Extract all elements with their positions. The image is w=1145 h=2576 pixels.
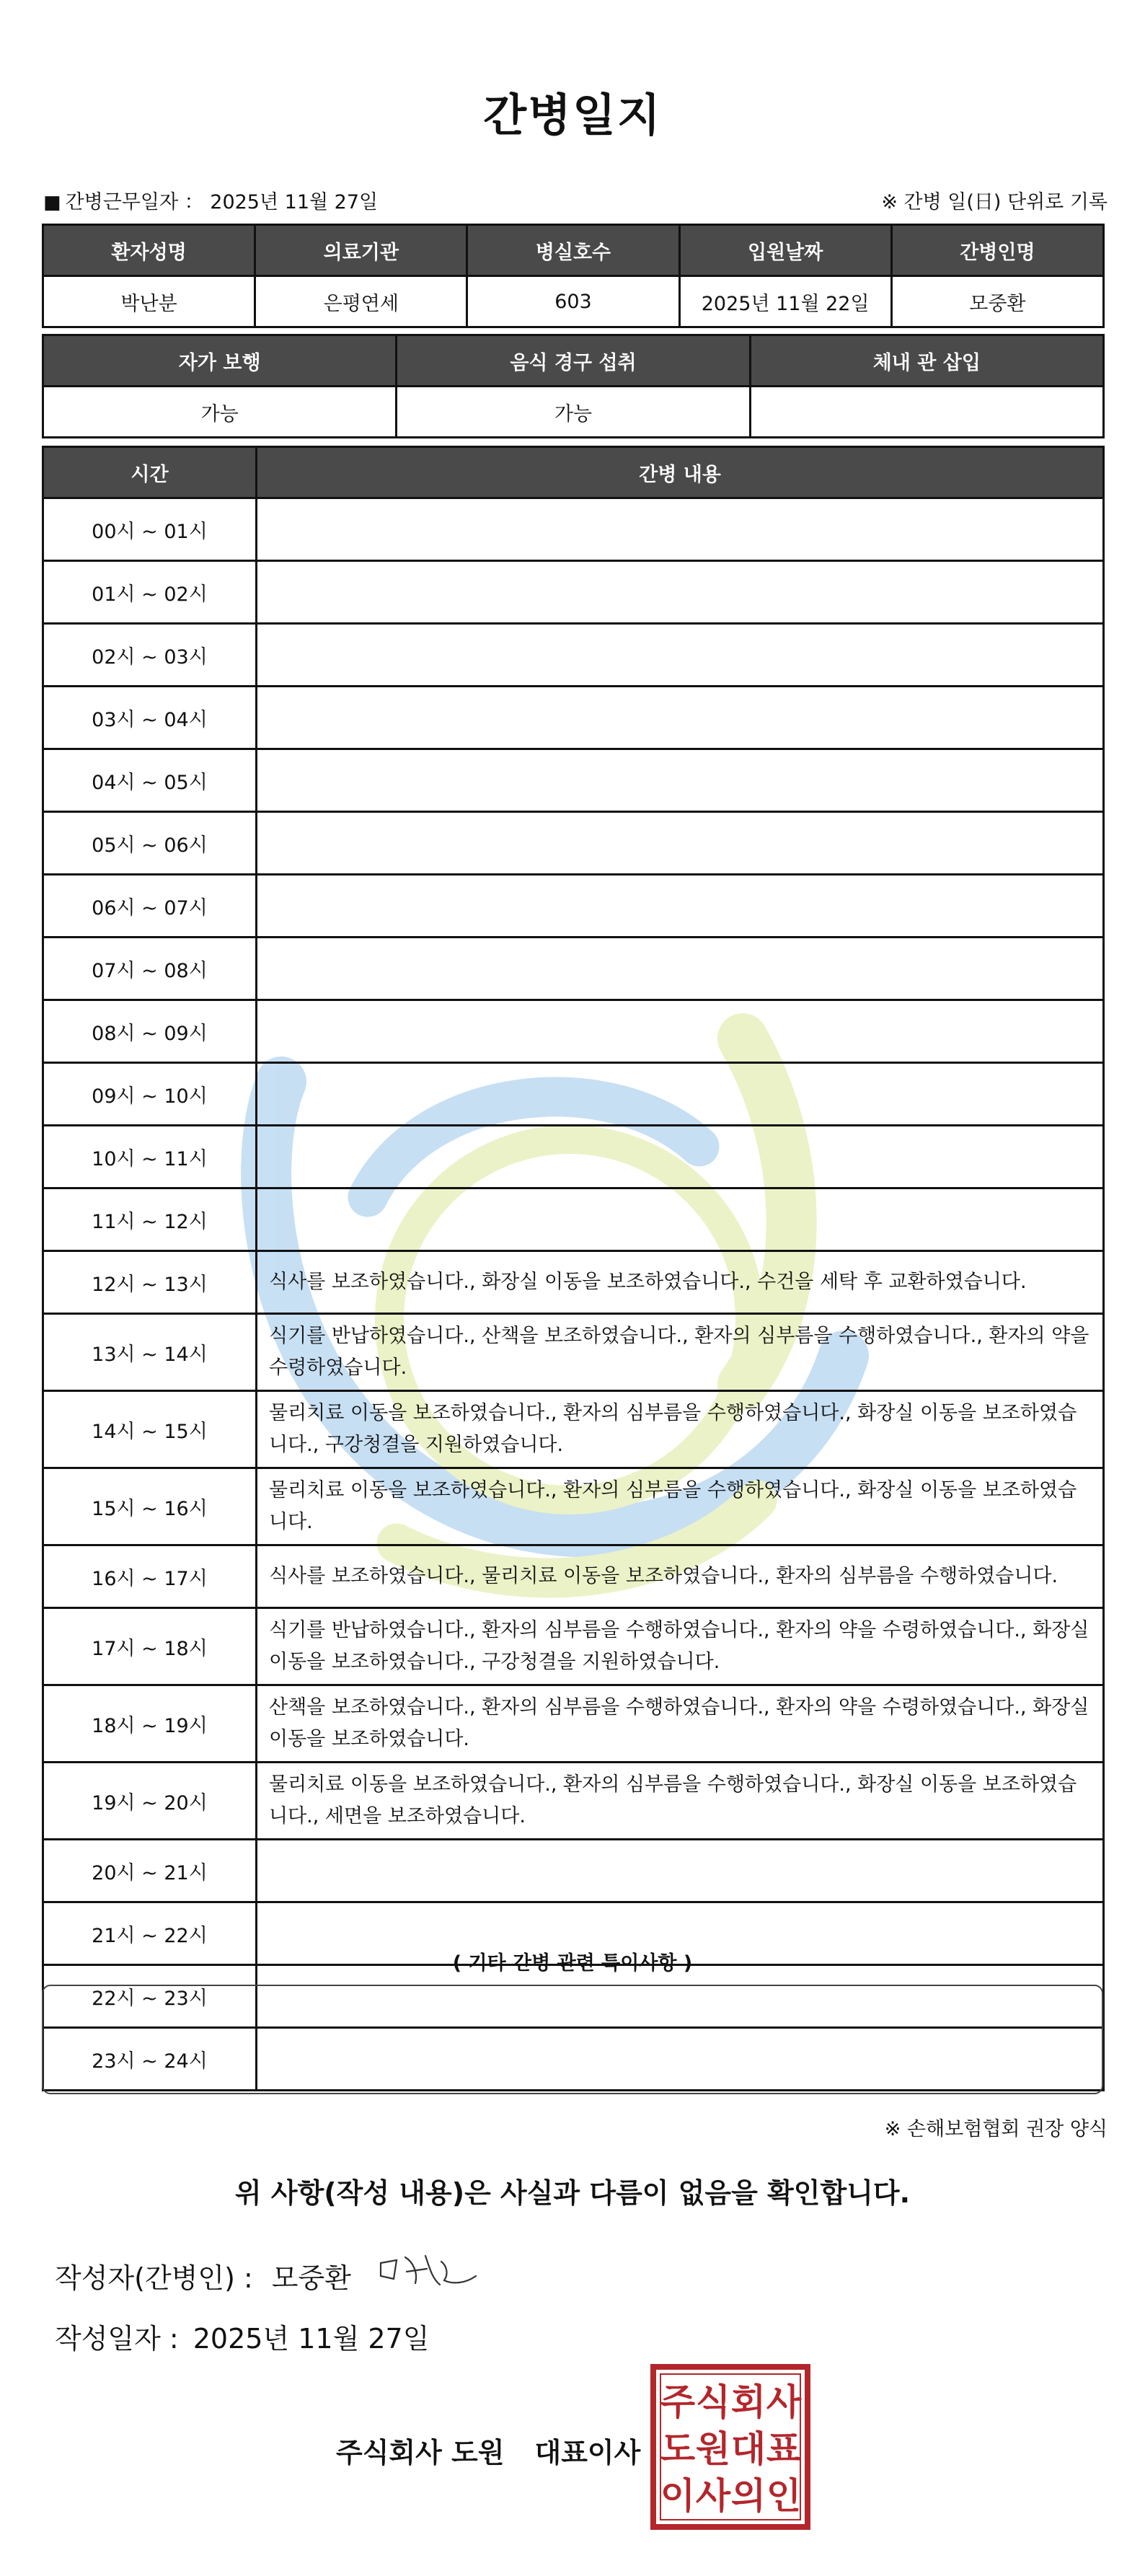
header-patient-name: 환자성명 bbox=[43, 225, 255, 276]
time-slot: 19시 ~ 20시 bbox=[43, 1763, 257, 1840]
svg-text:의: 의 bbox=[730, 2475, 766, 2517]
work-date-separator: ： bbox=[184, 191, 204, 213]
patient-status-header-row bbox=[43, 335, 1104, 387]
oral-intake-value: 가능 bbox=[397, 387, 750, 438]
care-content: 물리치료 이동을 보조하였습니다., 환자의 심부름을 수행하였습니다., 화장실 이동을 보조하였습니다. bbox=[257, 1468, 1104, 1545]
time-slot: 01시 ~ 02시 bbox=[43, 561, 257, 624]
writer-line bbox=[55, 2256, 351, 2295]
table-row bbox=[43, 1468, 1104, 1545]
time-slot: 11시 ~ 12시 bbox=[43, 1188, 257, 1251]
writer-name: 모중환 bbox=[271, 2262, 351, 2294]
svg-text:이: 이 bbox=[660, 2475, 696, 2517]
header-hospital: 의료기관 bbox=[255, 225, 467, 276]
representative-title: 대표이사 bbox=[534, 2437, 641, 2469]
square-bullet-icon: ■ bbox=[43, 192, 61, 213]
time-slot: 06시 ~ 07시 bbox=[43, 875, 257, 938]
care-content bbox=[257, 1000, 1104, 1063]
care-content: 물리치료 이동을 보조하였습니다., 환자의 심부름을 수행하였습니다., 화장실 이동을 보조하였습니다., 세면을 보조하였습니다. bbox=[257, 1763, 1104, 1840]
time-slot: 02시 ~ 03시 bbox=[43, 624, 257, 687]
table-row bbox=[43, 1251, 1104, 1314]
svg-text:식: 식 bbox=[695, 2381, 731, 2423]
form-recommendation-note: ※ 손해보험협회 권장 양식 bbox=[884, 2118, 1108, 2140]
header-care-content: 간병 내용 bbox=[257, 447, 1104, 498]
table-row bbox=[43, 1391, 1104, 1468]
hospital-name: 은평연세 bbox=[255, 276, 467, 327]
care-content: 식기를 반납하였습니다., 산책을 보조하였습니다., 환자의 심부름을 수행하였습니다., 환자의 약을 수령하였습니다. bbox=[257, 1314, 1104, 1391]
writer-label: 작성자(간병인) : bbox=[55, 2262, 253, 2294]
care-content: 물리치료 이동을 보조하였습니다., 환자의 심부름을 수행하였습니다., 화장실 이동을 보조하였습니다., 구강청결을 지원하였습니다. bbox=[257, 1391, 1104, 1468]
page-title: 간병일지 bbox=[483, 89, 662, 141]
time-slot: 20시 ~ 21시 bbox=[43, 1840, 257, 1902]
table-row bbox=[43, 1126, 1104, 1188]
care-content bbox=[257, 875, 1104, 938]
svg-text:원: 원 bbox=[695, 2428, 731, 2470]
time-slot: 17시 ~ 18시 bbox=[43, 1608, 257, 1685]
table-row bbox=[43, 1545, 1104, 1608]
company-line bbox=[336, 2430, 640, 2470]
written-date-label: 작성일자 : bbox=[55, 2323, 179, 2355]
table-row bbox=[43, 1063, 1104, 1126]
work-date-line bbox=[43, 186, 378, 214]
notes-title: ( 기타 간병 관련 특이사항 ) bbox=[452, 1952, 693, 1975]
care-content: 식사를 보조하였습니다., 화장실 이동을 보조하였습니다., 수건을 세탁 후 교환하였습니다. bbox=[257, 1251, 1104, 1314]
care-content bbox=[257, 1188, 1104, 1251]
time-slot: 23시 ~ 24시 bbox=[43, 2028, 257, 2091]
company-name: 주식회사 도원 bbox=[336, 2437, 505, 2469]
written-date-line bbox=[55, 2316, 429, 2356]
care-content bbox=[257, 1840, 1104, 1902]
time-slot: 14시 ~ 15시 bbox=[43, 1391, 257, 1468]
tube-insertion-value bbox=[750, 387, 1103, 438]
care-content bbox=[257, 749, 1104, 812]
time-slot: 15시 ~ 16시 bbox=[43, 1468, 257, 1545]
time-slot: 16시 ~ 17시 bbox=[43, 1545, 257, 1608]
patient-info-value-row bbox=[43, 276, 1104, 327]
table-row bbox=[43, 1608, 1104, 1685]
care-content: 식사를 보조하였습니다., 물리치료 이동을 보조하였습니다., 환자의 심부름을 수행하였습니다. bbox=[257, 1545, 1104, 1608]
handwritten-signature bbox=[375, 2247, 483, 2298]
table-row bbox=[43, 1188, 1104, 1251]
written-date-value: 2025년 11월 27일 bbox=[193, 2323, 430, 2355]
care-content bbox=[257, 624, 1104, 687]
care-log-header-row bbox=[43, 447, 1104, 498]
header-time: 시간 bbox=[43, 447, 257, 498]
time-slot: 00시 ~ 01시 bbox=[43, 498, 257, 561]
time-slot: 12시 ~ 13시 bbox=[43, 1251, 257, 1314]
time-slot: 10시 ~ 11시 bbox=[43, 1126, 257, 1188]
table-row bbox=[43, 624, 1104, 687]
svg-text:주: 주 bbox=[660, 2381, 696, 2423]
caregiver-name: 모중환 bbox=[891, 276, 1103, 327]
table-row bbox=[43, 749, 1104, 812]
time-slot: 07시 ~ 08시 bbox=[43, 938, 257, 1000]
patient-name: 박난분 bbox=[43, 276, 255, 327]
table-row bbox=[43, 938, 1104, 1000]
time-slot: 22시 ~ 23시 bbox=[43, 1965, 257, 2028]
record-unit-note: ※ 간병 일(日) 단위로 기록 bbox=[881, 191, 1108, 213]
time-slot: 21시 ~ 22시 bbox=[43, 1902, 257, 1965]
table-row bbox=[43, 498, 1104, 561]
care-content bbox=[257, 938, 1104, 1000]
care-content bbox=[257, 1063, 1104, 1126]
header-self-walking: 자가 보행 bbox=[43, 335, 397, 387]
header-tube-insertion: 체내 관 삽입 bbox=[750, 335, 1103, 387]
svg-text:표: 표 bbox=[766, 2428, 802, 2470]
confirmation-statement: 위 사항(작성 내용)은 사실과 다름이 없음을 확인합니다. bbox=[234, 2177, 911, 2209]
self-walking-value: 가능 bbox=[43, 387, 397, 438]
svg-text:도: 도 bbox=[660, 2428, 696, 2470]
care-content bbox=[257, 561, 1104, 624]
work-date-value: 2025년 11월 27일 bbox=[210, 191, 379, 213]
svg-text:대: 대 bbox=[730, 2428, 766, 2470]
time-slot: 08시 ~ 09시 bbox=[43, 1000, 257, 1063]
time-slot: 18시 ~ 19시 bbox=[43, 1685, 257, 1763]
table-row bbox=[43, 1840, 1104, 1902]
work-date-label: 간병근무일자 bbox=[65, 191, 179, 213]
care-content bbox=[257, 812, 1104, 875]
patient-info-header-row bbox=[43, 225, 1104, 276]
svg-text:회: 회 bbox=[730, 2381, 766, 2423]
time-slot: 05시 ~ 06시 bbox=[43, 812, 257, 875]
notes-box bbox=[42, 1985, 1103, 2094]
care-content bbox=[257, 498, 1104, 561]
patient-status-table bbox=[42, 334, 1105, 438]
care-content: 식기를 반납하였습니다., 환자의 심부름을 수행하였습니다., 환자의 약을 수령하였습니다., 화장실 이동을 보조하였습니다., 구강청결을 지원하였습니다. bbox=[257, 1608, 1104, 1685]
time-slot: 13시 ~ 14시 bbox=[43, 1314, 257, 1391]
svg-text:인: 인 bbox=[766, 2475, 802, 2517]
care-content bbox=[257, 687, 1104, 749]
time-slot: 09시 ~ 10시 bbox=[43, 1063, 257, 1126]
time-slot: 04시 ~ 05시 bbox=[43, 749, 257, 812]
header-room-number: 병실호수 bbox=[467, 225, 679, 276]
table-row bbox=[43, 561, 1104, 624]
table-row bbox=[43, 687, 1104, 749]
svg-text:사: 사 bbox=[766, 2381, 802, 2423]
table-row bbox=[43, 875, 1104, 938]
table-row bbox=[43, 1000, 1104, 1063]
table-row bbox=[43, 1314, 1104, 1391]
header-oral-intake: 음식 경구 섭취 bbox=[397, 335, 750, 387]
time-slot: 03시 ~ 04시 bbox=[43, 687, 257, 749]
care-content bbox=[257, 1126, 1104, 1188]
admission-date: 2025년 11월 22일 bbox=[679, 276, 891, 327]
room-number: 603 bbox=[467, 276, 679, 327]
care-log-table bbox=[42, 446, 1105, 2091]
table-row bbox=[43, 1685, 1104, 1763]
header-caregiver-name: 간병인명 bbox=[891, 225, 1103, 276]
table-row bbox=[43, 1763, 1104, 1840]
header-admission-date: 입원날짜 bbox=[679, 225, 891, 276]
svg-text:사: 사 bbox=[695, 2475, 731, 2517]
patient-info-table bbox=[42, 224, 1105, 328]
patient-status-value-row bbox=[43, 387, 1104, 438]
care-content: 산책을 보조하였습니다., 환자의 심부름을 수행하였습니다., 환자의 약을 수령하였습니다., 화장실 이동을 보조하였습니다. bbox=[257, 1685, 1104, 1763]
table-row bbox=[43, 812, 1104, 875]
company-seal-stamp bbox=[649, 2363, 812, 2531]
